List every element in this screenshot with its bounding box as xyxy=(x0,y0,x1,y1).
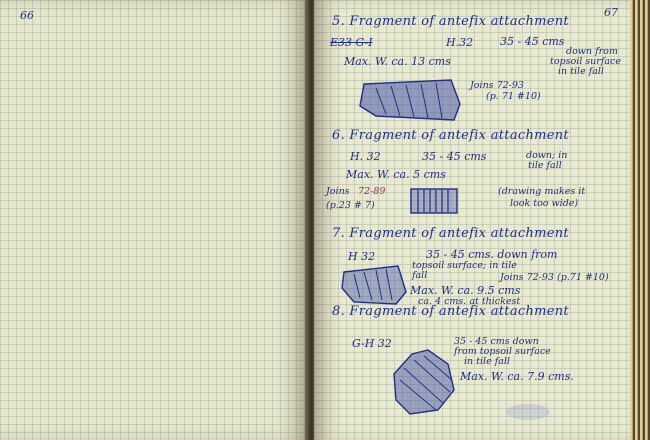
find-spot-line: topsoil surface xyxy=(550,56,621,67)
dimension: Max. W. ca. 7.9 cms. xyxy=(460,370,574,383)
right-page-number: 67 xyxy=(604,6,618,19)
dimension: Max. W. ca. 5 cms xyxy=(346,168,446,181)
ink-smudge xyxy=(504,400,554,424)
struck-context: E33 G-I xyxy=(330,36,373,49)
thickness: ca. 4 cms. at thickest xyxy=(418,296,521,307)
find-spot-line: in tile fall xyxy=(558,66,604,77)
joins-ref: (p.23 # 7) xyxy=(326,200,375,211)
depth: 35 - 45 cms down xyxy=(454,336,539,347)
fragment-sketch xyxy=(388,348,458,418)
context: H.32 xyxy=(446,36,474,49)
left-page xyxy=(0,0,308,440)
find-spot-line: from topsoil surface xyxy=(454,346,551,357)
context: H. 32 xyxy=(350,150,381,163)
right-page xyxy=(314,0,630,440)
joins-label: Joins xyxy=(326,186,350,197)
joins-number: 72-89 xyxy=(358,186,386,197)
entry-title: 8. Fragment of antefix attachment xyxy=(332,304,569,319)
fragment-sketch xyxy=(356,76,466,126)
find-spot-line: topsoil surface; in tile xyxy=(412,260,517,271)
entry-title: 6. Fragment of antefix attachment xyxy=(332,128,569,143)
depth: 35 - 45 cms. down from xyxy=(426,248,558,261)
depth: 35 - 45 cms xyxy=(422,150,487,163)
entry-title: 7. Fragment of antefix attachment xyxy=(332,226,569,241)
find-spot-line: down from xyxy=(566,46,618,57)
find-spot-line: in tile fall xyxy=(464,356,510,367)
joins: Joins 72-93 (p.71 #10) xyxy=(500,272,609,283)
dimension: Max. W. ca. 13 cms xyxy=(344,55,451,68)
joins-ref: (p. 71 #10) xyxy=(486,91,541,102)
note-line: (drawing makes it xyxy=(498,186,586,197)
fragment-sketch xyxy=(408,186,464,218)
page-edges xyxy=(630,0,650,440)
note-line: look too wide) xyxy=(510,198,579,209)
fragment-sketch xyxy=(340,262,410,308)
depth: 35 - 45 cms xyxy=(500,35,565,48)
context: G-H 32 xyxy=(352,337,392,350)
context: H 32 xyxy=(348,250,376,263)
find-spot-line: tile fall xyxy=(528,160,562,171)
find-spot-line: down; in xyxy=(526,150,568,161)
entry-title: 5. Fragment of antefix attachment xyxy=(332,14,569,29)
dimension: Max. W. ca. 9.5 cms xyxy=(410,284,521,297)
joins: Joins 72-93 xyxy=(470,80,524,91)
left-page-number: 66 xyxy=(20,9,34,22)
find-spot-line: fall xyxy=(412,270,428,281)
